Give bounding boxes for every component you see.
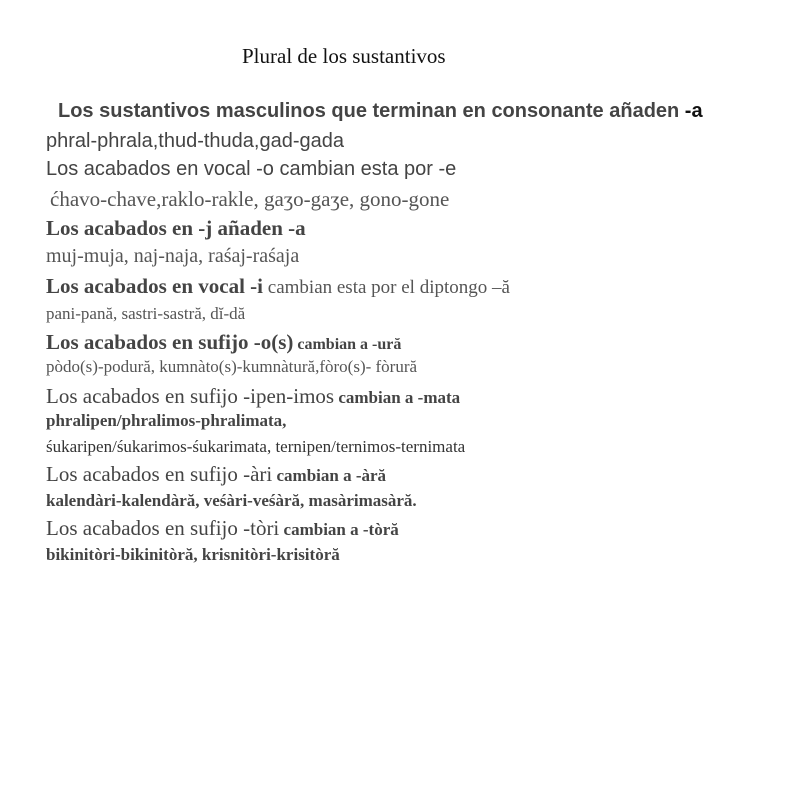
- rule-suffix-os: [46, 330, 401, 355]
- rule-consonant-suffix: -a: [679, 100, 703, 122]
- rule-vowel-o: Los acabados en vocal -o cambian esta por -e: [46, 158, 457, 180]
- rule-j: Los acabados en -j añaden -a: [46, 216, 306, 240]
- suffix-ari-examples: kalendàri-kalendàră, veśàri-veśàră, masàrimasàră.: [46, 491, 417, 510]
- rule-suffix-ipen: [46, 384, 460, 409]
- rule-suffix-ipen-main: Los acabados en sufijo -ipen-imos: [46, 384, 335, 408]
- page-title: Plural de los sustantivos: [242, 44, 446, 68]
- suffix-os-examples: pòdo(s)-podură, kumnàto(s)-kumnàtură,fòro(s)- fòrură: [46, 357, 418, 376]
- rule-suffix-tori-rest: cambian a -tòră: [279, 520, 399, 539]
- rule-suffix-ari-rest: cambian a -àră: [272, 466, 387, 485]
- vowel-i-examples: pani-pană, sastri-sastră, dĭ-dă: [46, 304, 246, 323]
- rule-vowel-i: [46, 274, 510, 299]
- j-examples: muj-muja, naj-naja, raśaj-raśaja: [46, 245, 300, 267]
- rule-suffix-os-main: Los acabados en sufijo -o(s): [46, 330, 294, 354]
- rule-vowel-i-bold: Los acabados en vocal -i: [46, 274, 264, 298]
- rule-suffix-ari-main: Los acabados en sufijo -àri: [46, 462, 273, 486]
- rule-vowel-i-rest: cambian esta por el diptongo –ă: [263, 277, 510, 298]
- vowel-o-examples: ćhavo-chave,raklo-rakle, gaʒo-gaʒe, gono-gone: [50, 187, 450, 211]
- rule-suffix-os-rest: cambian a -ură: [293, 336, 402, 353]
- rule-suffix-tori-main: Los acabados en sufijo -tòri: [46, 516, 280, 540]
- rule-consonant-text: Los sustantivos masculinos que terminan en consonante añaden: [58, 100, 680, 122]
- rule-suffix-tori: [46, 516, 399, 541]
- rule-suffix-ari: [46, 462, 386, 487]
- suffix-ipen-examples-2: śukaripen/śukarimos-śukarimata, ternipen/ternimos-ternimata: [46, 437, 466, 456]
- suffix-ipen-examples-1: phralipen/phralimos-phralimata,: [46, 411, 287, 430]
- suffix-tori-examples: bikinitòri-bikinitòră, krisnitòri-krisitòră: [46, 545, 340, 564]
- rule-consonant-heading: [58, 100, 703, 123]
- rule-suffix-ipen-rest: cambian a -mata: [334, 388, 461, 407]
- consonant-examples: phral-phrala,thud-thuda,gad-gada: [46, 130, 344, 152]
